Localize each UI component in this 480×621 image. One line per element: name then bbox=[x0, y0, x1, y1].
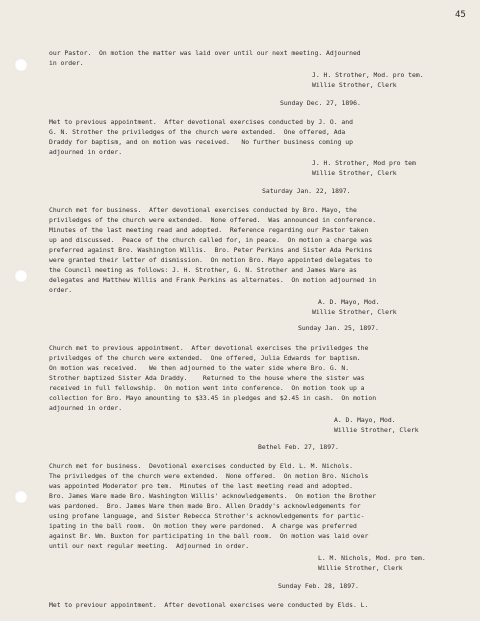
text-line: On motion was received. We then adjourned to the water side where Bro. G. N. bbox=[49, 364, 350, 372]
signature-line: A. D. Mayo, Mod. bbox=[334, 416, 396, 424]
signature-line: Willie Strother, Clerk bbox=[334, 426, 419, 434]
binder-hole bbox=[14, 269, 28, 283]
signature-line: J. H. Strother, Mod. pro tem. bbox=[312, 71, 424, 79]
text-line: collection for Bro. Mayo amounting to $33.45 in pledges and $2.45 in cash. On motion bbox=[49, 394, 377, 402]
signature-line: Willie Strother, Clerk bbox=[312, 81, 397, 89]
text-line: against Br. Wm. Buxton for participating in the ball room. On motion was laid over bbox=[49, 532, 369, 540]
page-number: 45 bbox=[455, 10, 466, 20]
text-line: Church met for business. Devotional exercises conducted by Eld. L. M. Nichols. bbox=[49, 462, 353, 470]
text-line: delegates and Matthew Willis and Frank Perkins as alternates. On motion adjourned in bbox=[49, 276, 377, 284]
text-line: Draddy for baptism, and on motion was received. No further business coming up bbox=[49, 138, 353, 146]
entry-date: Sunday Feb. 28, 1897. bbox=[278, 582, 359, 590]
text-line: adjourned in order. bbox=[49, 404, 123, 412]
text-line: the Council meeting as follows: J. H. Strother, G. N. Strother and James Ware as bbox=[49, 266, 357, 274]
signature-line: Willie Strother, Clerk bbox=[312, 308, 397, 316]
text-line: ipating in the ball room. On motion they were pardoned. A charge was preferred bbox=[49, 522, 357, 530]
text-line: priviledges of the church were extended. None offered. Was announced in conference. bbox=[49, 216, 377, 224]
text-line: was appointed Moderator pro tem. Minutes of the last meeting read and adopted. bbox=[49, 482, 353, 490]
text-line: Met to previour appointment. After devotional exercises were conducted by Elds. L. bbox=[49, 601, 369, 609]
text-line: preferred against Bro. Washington Willis. Bro. Peter Perkins and Sister Ada Perkins bbox=[49, 246, 373, 254]
entry-date: Sunday Dec. 27, 1896. bbox=[280, 99, 361, 107]
text-line: using profane language, and Sister Rebecca Strother's acknowledgements for partic- bbox=[49, 512, 365, 520]
text-line: G. N. Strother the priviledges of the church were extended. One offered, Ada bbox=[49, 128, 346, 136]
entry-date: Sunday Jan. 25, 1897. bbox=[298, 324, 379, 332]
text-line: The priviledges of the church were extended. None offered. On motion Bro. Nichols bbox=[49, 472, 369, 480]
signature-line: Willie Strother, Clerk bbox=[312, 169, 397, 177]
text-line: until our next regular meeting. Adjourned in order. bbox=[49, 542, 250, 550]
text-line: order. bbox=[49, 286, 73, 294]
entry-date: Bethel Feb. 27, 1897. bbox=[258, 443, 339, 451]
text-line: adjourned in order. bbox=[49, 148, 123, 156]
binder-hole bbox=[14, 58, 28, 72]
signature-line: Willie Strother, Clerk bbox=[318, 564, 403, 572]
text-line: Bro. James Ware made Bro. Washington Willis' acknowledgements. On motion the Brother bbox=[49, 492, 377, 500]
entry-date: Saturday Jan. 22, 1897. bbox=[262, 187, 351, 195]
text-line: received in full fellowship. On motion went into conference. On motion took up a bbox=[49, 384, 365, 392]
text-line: up and discussed. Peace of the church called for, in peace. On motion a charge was bbox=[49, 236, 373, 244]
text-line: Church met for business. After devotional exercises conducted by Bro. Mayo, the bbox=[49, 206, 357, 214]
signature-line: A. D. Mayo, Mod. bbox=[318, 298, 380, 306]
signature-line: L. M. Nichols, Mod. pro tem. bbox=[318, 554, 426, 562]
text-line: Church met to previous appointment. After devotional exercises the priviledges the bbox=[49, 344, 369, 352]
text-line: in order. bbox=[49, 59, 84, 67]
text-line: Strother baptized Sister Ada Draddy. Returned to the house where the sister was bbox=[49, 374, 365, 382]
signature-line: J. H. Strother, Mod pro tem bbox=[312, 159, 416, 167]
text-line: was pardoned. Bro. James Ware then made Bro. Allen Draddy's acknowledgements for bbox=[49, 502, 361, 510]
text-line: our Pastor. On motion the matter was laid over until our next meeting. Adjourned bbox=[49, 49, 361, 57]
text-line: priviledges of the church were extended. One offered, Julia Edwards for baptism. bbox=[49, 354, 361, 362]
text-line: Met to previous appointment. After devotional exercises conducted by J. O. and bbox=[49, 118, 353, 126]
text-line: Minutes of the last meeting read and adopted. Reference regarding our Pastor taken bbox=[49, 226, 369, 234]
text-line: were granted their letter of dismission. On motion Bro. Mayo appointed delegates to bbox=[49, 256, 373, 264]
binder-hole bbox=[14, 490, 28, 504]
